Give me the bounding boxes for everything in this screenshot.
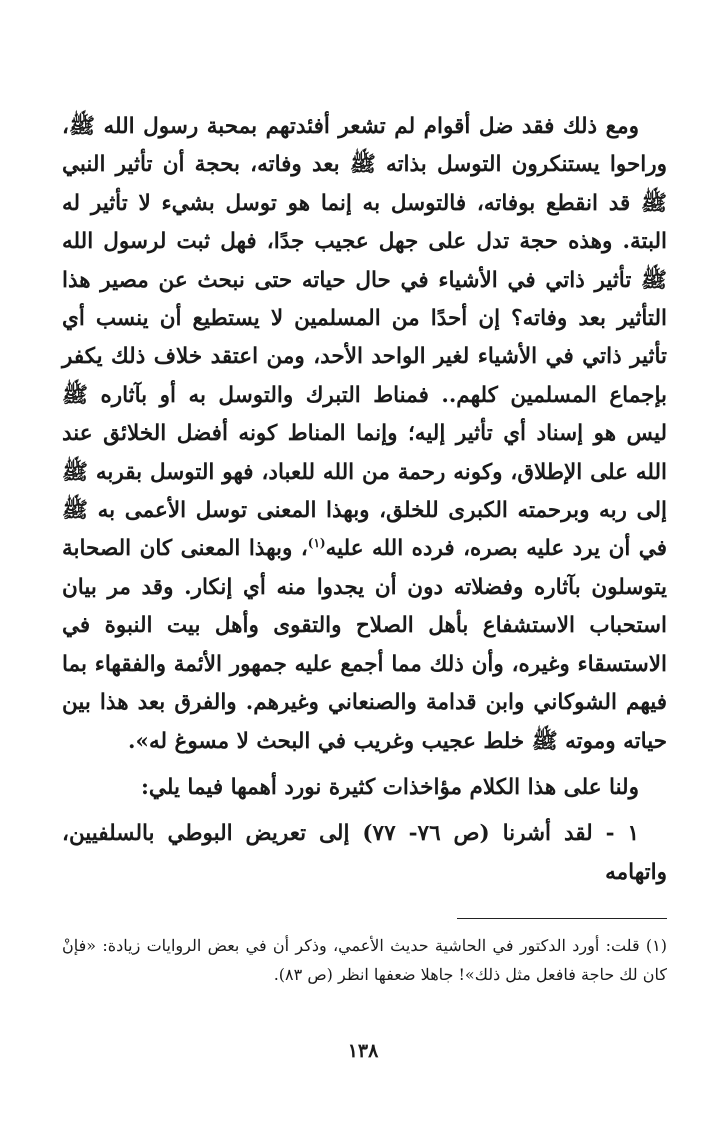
paragraph-main-part1: ومع ذلك فقد ضل أقوام لم تشعر أفئدتهم بمحبة رسول الله ﷺ، وراحوا يستنكرون التوسل بذاته ﷺ بعد وفاته، بحجة أن تأثير النبي ﷺ قد انقطع بوفاته، فالتوسل به إنما هو توسل بشيء لا تأثير له البتة. وهذه حجة تدل على جهل عجيب جدًا، فهل ثبت لرسول الله ﷺ تأثير ذاتي في الأشياء في حال حياته حتى نبحث عن مصير هذا التأثير بعد وفاته؟ إن أحدًا من المسلمين لا يستطيع أن ينسب أي تأثير ذاتي في الأشياء لغير الواحد الأحد، ومن اعتقد خلاف ذلك يكفر بإجماع المسلمين كلهم.. فمناط التبرك والتوسل به أو بآثاره ﷺ ليس هو إسناد أي تأثير إليه؛ وإنما المناط كونه أفضل الخلائق عند الله على الإطلاق، وكونه رحمة من الله للعباد، فهو التوسل بقربه ﷺ إلى ربه وبرحمته الكبرى للخلق، وبهذا المعنى توسل الأعمى به ﷺ في أن يرد عليه بصره، فرده الله عليه — [62, 114, 667, 562]
paragraph-objections-intro: ولنا على هذا الكلام مؤاخذات كثيرة نورد أهمها فيما يلي: — [140, 774, 639, 800]
page-content — [62, 108, 667, 989]
footnotes — [62, 931, 667, 989]
footnote-reference: (١) — [307, 536, 326, 551]
paragraph-main-part2: ، وبهذا المعنى كان الصحابة يتوسلون بآثاره وفضلاته دون أن يجدوا منه أي إنكار. وقد مر بيان استحباب الاستشفاع بأهل الصلاح والتقوى وأهل بيت النبوة في الاستسقاء وغيره، وأن ذلك مما أجمع عليه جمهور الأئمة والفقهاء بما فيهم الشوكاني وابن قدامة والصنعاني وغيرهم. والفرق بعد هذا بين حياته وموته ﷺ خلط عجيب وغريب في البحث لا مسوغ له». — [62, 536, 667, 754]
paragraph-point-one: ١ - لقد أشرنا (ص ٧٦- ٧٧) إلى تعريض البوطي بالسلفيين، واتهامه — [62, 821, 667, 885]
paragraph-main — [62, 108, 667, 761]
footnote-1: (١) قلت: أورد الدكتور في الحاشية حديث الأعمي، وذكر أن في بعض الروايات زيادة: «فإنْ كان لك حاجة فافعل مثل ذلك»! جاهلا ضعفها انظر (ص ٨٣). — [62, 936, 667, 985]
page-number: ١٣٨ — [347, 1040, 379, 1062]
body-text — [62, 108, 667, 892]
footnote-divider — [457, 918, 667, 919]
